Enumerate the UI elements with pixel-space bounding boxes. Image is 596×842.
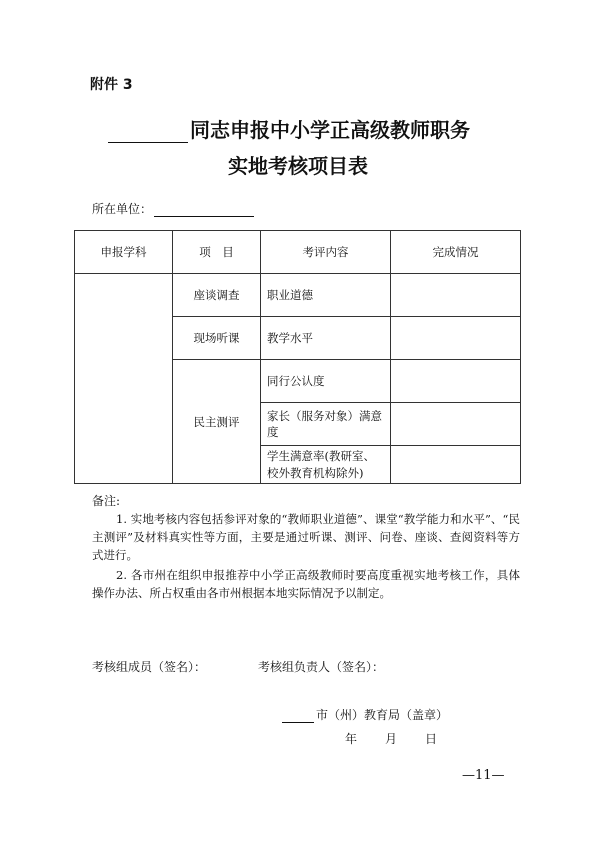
note-item: 2. 各市州在组织申报推荐中小学正高级教师时要高度重视实地考核工作，具体操作办法、所占权重由各市州根据本地实际情况予以制定。: [92, 568, 520, 600]
note-item: 1. 实地考核内容包括参评对象的“教师职业道德”、课堂“教学能力和水平”、“民主测评”及材料真实性等方面，主要是通过听课、测评、问卷、座谈、查阅资料等方式进行。: [92, 512, 520, 562]
content-teaching: 教学水平: [261, 317, 391, 360]
leader-signature: 考核组负责人（签名）：: [258, 660, 385, 674]
bureau-label: 市（州）教育局（盖章）: [316, 708, 449, 722]
item-democratic: 民主测评: [173, 360, 261, 484]
title-line-1: [108, 114, 470, 143]
members-signature: 考核组成员（签名）：: [92, 660, 207, 674]
unit-blank: [154, 204, 254, 217]
content-peer: 同行公认度: [261, 360, 391, 403]
table-row: [75, 274, 521, 317]
name-blank: [108, 120, 188, 143]
header-item: 项 目: [173, 231, 261, 274]
completion-cell: [391, 274, 521, 317]
header-subject: 申报学科: [75, 231, 173, 274]
table-header-row: [75, 231, 521, 274]
city-blank: [282, 710, 314, 723]
notes-title: 备注:: [92, 494, 121, 508]
bureau-seal: [282, 706, 448, 723]
title-line-2: 实地考核项目表: [228, 154, 368, 178]
date-year: 年: [345, 732, 358, 746]
page-number: —11—: [462, 768, 505, 783]
date-line: [345, 730, 465, 747]
attachment-label: 附件 3: [90, 77, 133, 93]
completion-cell: [391, 360, 521, 403]
unit-label: 所在单位：: [92, 202, 153, 216]
completion-cell: [391, 403, 521, 446]
subject-cell: [75, 274, 173, 484]
unit-field: [92, 200, 254, 217]
item-forum: 座谈调查: [173, 274, 261, 317]
completion-cell: [391, 446, 521, 484]
date-month: 月: [385, 732, 398, 746]
date-day: 日: [425, 732, 438, 746]
content-student: 学生满意率(教研室、校外教育机构除外): [261, 446, 391, 484]
item-lecture: 现场听课: [173, 317, 261, 360]
completion-cell: [391, 317, 521, 360]
header-content: 考评内容: [261, 231, 391, 274]
content-parent: 家长（服务对象）满意度: [261, 403, 391, 446]
assessment-table: [74, 230, 521, 484]
header-completion: 完成情况: [391, 231, 521, 274]
title-line-1-text: 同志申报中小学正高级教师职务: [190, 118, 470, 142]
content-ethics: 职业道德: [261, 274, 391, 317]
